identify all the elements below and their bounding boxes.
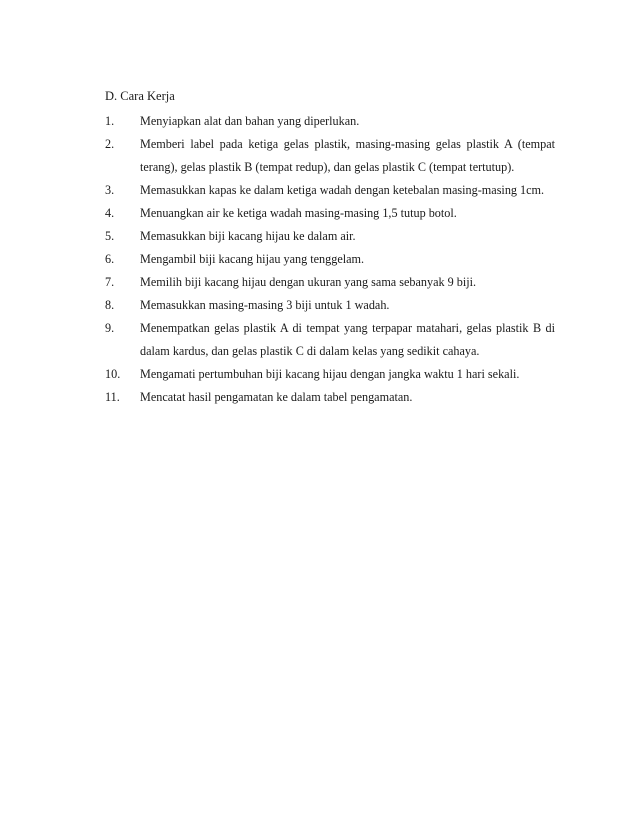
- list-item: [105, 294, 555, 317]
- list-item: [105, 363, 555, 386]
- step-text: Memasukkan masing-masing 3 biji untuk 1 wadah.: [140, 298, 390, 312]
- step-text: Menempatkan gelas plastik A di tempat yang terpapar matahari, gelas plastik B di dalam kardus, dan gelas plastik C di dalam kelas yang sedikit cahaya.: [140, 321, 555, 358]
- list-item: [105, 271, 555, 294]
- list-item: [105, 179, 555, 202]
- step-text: Mengamati pertumbuhan biji kacang hijau dengan jangka waktu 1 hari sekali.: [140, 367, 520, 381]
- step-number: 2.: [105, 137, 115, 151]
- steps-list: [105, 110, 555, 409]
- step-text: Menyiapkan alat dan bahan yang diperlukan.: [140, 114, 360, 128]
- step-number: 9.: [105, 321, 115, 335]
- list-item: [105, 110, 555, 133]
- list-item: [105, 248, 555, 271]
- document-content: [105, 86, 555, 409]
- step-number: 5.: [105, 229, 115, 243]
- step-text: Menuangkan air ke ketiga wadah masing-masing 1,5 tutup botol.: [140, 206, 457, 220]
- step-number: 11.: [105, 390, 120, 404]
- list-item: [105, 202, 555, 225]
- list-item: [105, 386, 555, 409]
- step-text: Memasukkan kapas ke dalam ketiga wadah dengan ketebalan masing-masing 1cm.: [140, 183, 545, 197]
- step-number: 8.: [105, 298, 115, 312]
- step-text: Memilih biji kacang hijau dengan ukuran yang sama sebanyak 9 biji.: [140, 275, 477, 289]
- step-number: 7.: [105, 275, 115, 289]
- list-item: [105, 133, 555, 179]
- step-number: 10.: [105, 367, 121, 381]
- step-text: Mengambil biji kacang hijau yang tenggelam.: [140, 252, 365, 266]
- list-item: [105, 317, 555, 363]
- list-item: [105, 225, 555, 248]
- step-number: 4.: [105, 206, 115, 220]
- section-heading: D. Cara Kerja: [105, 89, 175, 103]
- step-text: Memasukkan biji kacang hijau ke dalam air.: [140, 229, 356, 243]
- step-number: 1.: [105, 114, 115, 128]
- step-text: Memberi label pada ketiga gelas plastik, masing-masing gelas plastik A (tempat terang), gelas plastik B (tempat redup), dan gelas plastik C (tempat tertutup).: [140, 137, 555, 174]
- step-number: 3.: [105, 183, 115, 197]
- step-text: Mencatat hasil pengamatan ke dalam tabel pengamatan.: [140, 390, 413, 404]
- step-number: 6.: [105, 252, 115, 266]
